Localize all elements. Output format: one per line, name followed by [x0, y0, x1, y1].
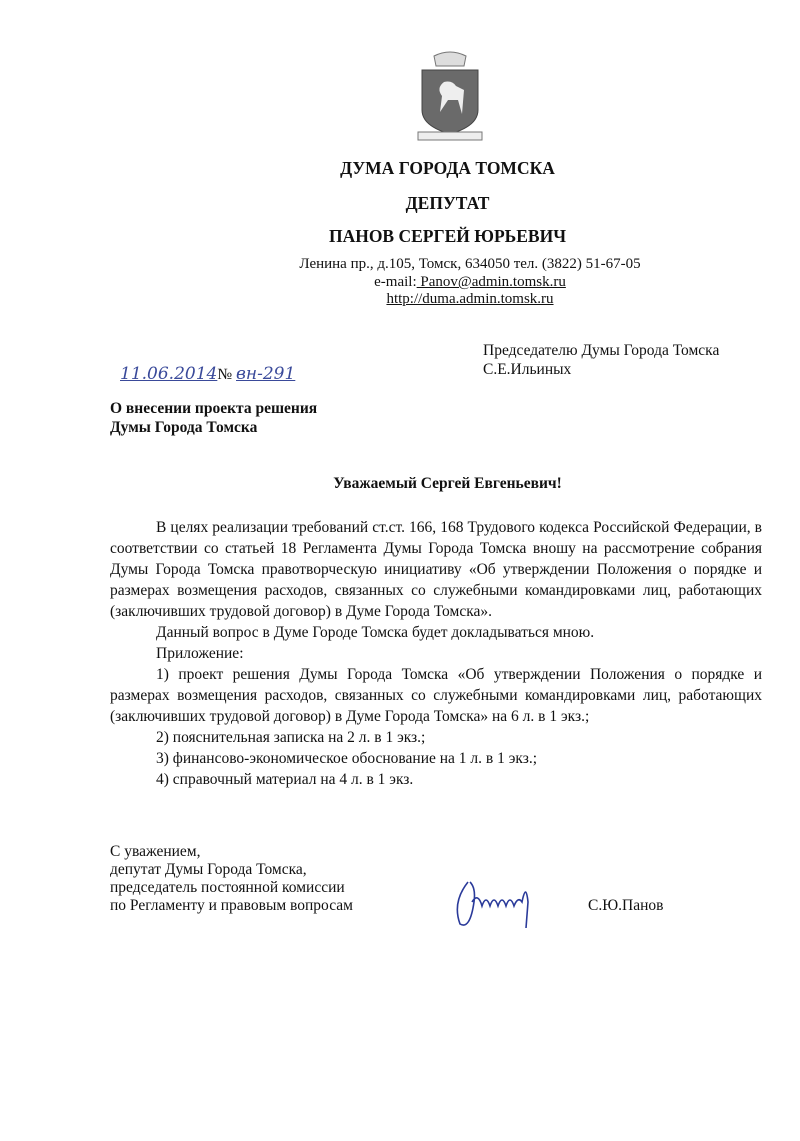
address-line: Ленина пр., д.105, Томск, 634050 тел. (3822) 51-67-05	[299, 256, 641, 272]
signatory-name: С.Ю.Панов	[588, 897, 664, 914]
coat-of-arms-emblem	[412, 48, 488, 144]
addressee-name: С.Е.Ильиных	[483, 361, 572, 378]
handwritten-signature	[448, 872, 538, 932]
closing-line: депутат Думы Города Томска,	[110, 861, 307, 878]
org-heading: ДУМА ГОРОДА ТОМСКА	[340, 158, 555, 178]
email-label: e-mail:	[374, 274, 417, 290]
body-paragraph: В целях реализации требований ст.ст. 166, 168 Трудового кодекса Российской Федерации, в соответствии со статьей 18 Регламента Думы Города Томска вношу на рассмотрение собрания Думы Города Томска правотворческую инициативу «Об утверждении Положения о порядке и размерах возмещения расходов, связанных со служебными командировками лиц, работающих (заключивших трудовой договор) в Думе Города Томска».	[110, 519, 762, 620]
name-heading: ПАНОВ СЕРГЕЙ ЮРЬЕВИЧ	[328, 226, 567, 246]
greeting: Уважаемый Сергей Евгеньевич!	[333, 475, 562, 492]
ref-date: 11.06.2014	[120, 364, 218, 384]
attachment-item: 4) справочный материал на 4 л. в 1 экз.	[156, 771, 414, 788]
attachment-item: 3) финансово-экономическое обоснование на 1 л. в 1 экз.;	[156, 750, 538, 767]
website-link[interactable]: http://duma.admin.tomsk.ru	[386, 291, 554, 307]
addressee-title: Председателю Думы Города Томска	[483, 342, 720, 359]
closing-line: С уважением,	[110, 843, 201, 860]
ref-number: вн-291	[236, 364, 296, 384]
letter-body	[110, 517, 762, 790]
title-heading: ДЕПУТАТ	[405, 193, 490, 213]
attachment-item: 2) пояснительная записка на 2 л. в 1 экз.;	[156, 729, 426, 746]
addressee	[483, 341, 719, 379]
email-line	[250, 274, 690, 291]
reference-line	[120, 364, 295, 384]
body-paragraph: Данный вопрос в Думе Городе Томска будет докладываться мною.	[156, 624, 595, 641]
closing	[110, 843, 353, 915]
subject	[110, 399, 317, 437]
closing-line: по Регламенту и правовым вопросам	[110, 897, 353, 914]
attachments-label: Приложение:	[156, 645, 244, 662]
ref-no-label: №	[217, 366, 233, 383]
subject-line: О внесении проекта решения	[110, 400, 318, 417]
email-link[interactable]: Panov@admin.tomsk.ru	[416, 274, 566, 290]
attachment-item: 1) проект решения Думы Города Томска «Об утверждении Положения о порядке и размерах возмещения расходов, связанных со служебными командировками лиц, работающих (заключивших трудовой договор) в Думе Города Томска» на 6 л. в 1 экз.;	[110, 666, 762, 725]
subject-line: Думы Города Томска	[110, 419, 258, 436]
closing-line: председатель постоянной комиссии	[110, 879, 345, 896]
